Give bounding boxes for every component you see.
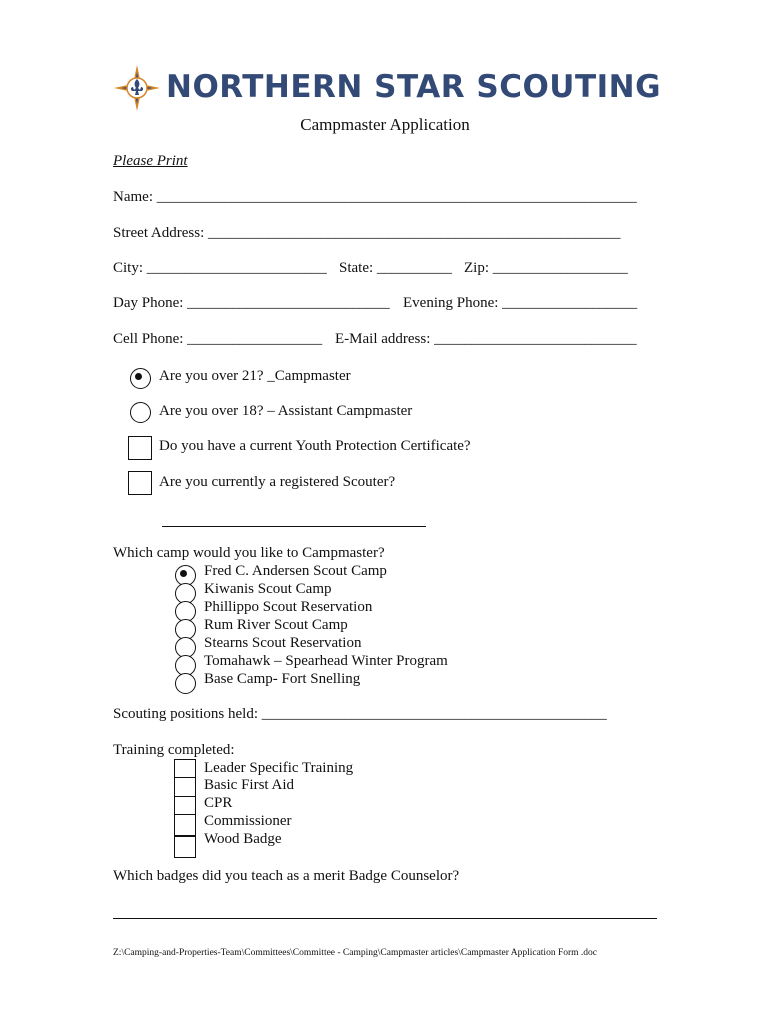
footer-file-path: Z:\Camping-and-Properties-Team\Committees\Committee - Camping\Campmaster articles\Campmaster Application Form .doc (113, 948, 597, 958)
youth-protection-checkbox[interactable] (128, 436, 152, 460)
training-label-commissioner: Commissioner (204, 813, 292, 829)
registered-scouter-checkbox[interactable] (128, 471, 152, 495)
camp-label-rum-river: Rum River Scout Camp (204, 617, 348, 633)
training-label-cpr: CPR (204, 795, 233, 811)
over-21-radio[interactable] (130, 368, 151, 389)
camp-radio-base-camp[interactable] (175, 673, 196, 694)
training-checkbox-wood-badge[interactable] (174, 836, 196, 858)
over-18-radio[interactable] (130, 402, 151, 423)
registered-scouter-label: Are you currently a registered Scouter? (159, 474, 396, 490)
badges-question: Which badges did you teach as a merit Badge Counselor? (113, 868, 460, 884)
day-phone-field[interactable]: Day Phone: ___________________________ (113, 295, 390, 311)
logo (113, 64, 161, 117)
over-18-label: Are you over 18? – Assistant Campmaster (159, 403, 413, 419)
training-label-first-aid: Basic First Aid (204, 777, 295, 793)
camp-question: Which camp would you like to Campmaster? (113, 545, 385, 561)
scouting-positions-field[interactable]: Scouting positions held: ______________________________________________ (113, 706, 607, 722)
logo-text: NORTHERN STAR SCOUTING (166, 69, 662, 105)
camp-label-kiwanis: Kiwanis Scout Camp (204, 581, 332, 597)
training-label-leader: Leader Specific Training (204, 760, 354, 776)
camp-label-stearns: Stearns Scout Reservation (204, 635, 362, 651)
evening-phone-field[interactable]: Evening Phone: __________________ (403, 295, 638, 311)
street-address-field[interactable]: Street Address: _______________________________________________________ (113, 225, 621, 241)
training-label-wood-badge: Wood Badge (204, 831, 282, 847)
camp-label-base-camp: Base Camp- Fort Snelling (204, 671, 361, 687)
please-print-label: Please Print (113, 153, 188, 169)
badges-answer-line[interactable] (113, 918, 657, 919)
email-field[interactable]: E-Mail address: ___________________________ (335, 331, 637, 347)
cell-phone-field[interactable]: Cell Phone: __________________ (113, 331, 323, 347)
over-21-label: Are you over 21? _Campmaster (159, 368, 351, 384)
name-field[interactable]: Name: ________________________________________________________________ (113, 189, 637, 205)
training-label: Training completed: (113, 742, 235, 758)
city-field[interactable]: City: ________________________ (113, 260, 327, 276)
youth-protection-label: Do you have a current Youth Protection Certificate? (159, 438, 471, 454)
camp-label-tomahawk: Tomahawk – Spearhead Winter Program (204, 653, 448, 669)
state-field[interactable]: State: __________ (339, 260, 452, 276)
page-title: Campmaster Application (300, 115, 470, 134)
blank-line[interactable] (162, 526, 426, 527)
camp-label-andersen: Fred C. Andersen Scout Camp (204, 563, 387, 579)
training-checkbox-commissioner[interactable] (174, 814, 196, 836)
camp-label-phillippo: Phillippo Scout Reservation (204, 599, 373, 615)
zip-field[interactable]: Zip: __________________ (464, 260, 628, 276)
compass-star-fleur-de-lis-icon (113, 64, 161, 112)
